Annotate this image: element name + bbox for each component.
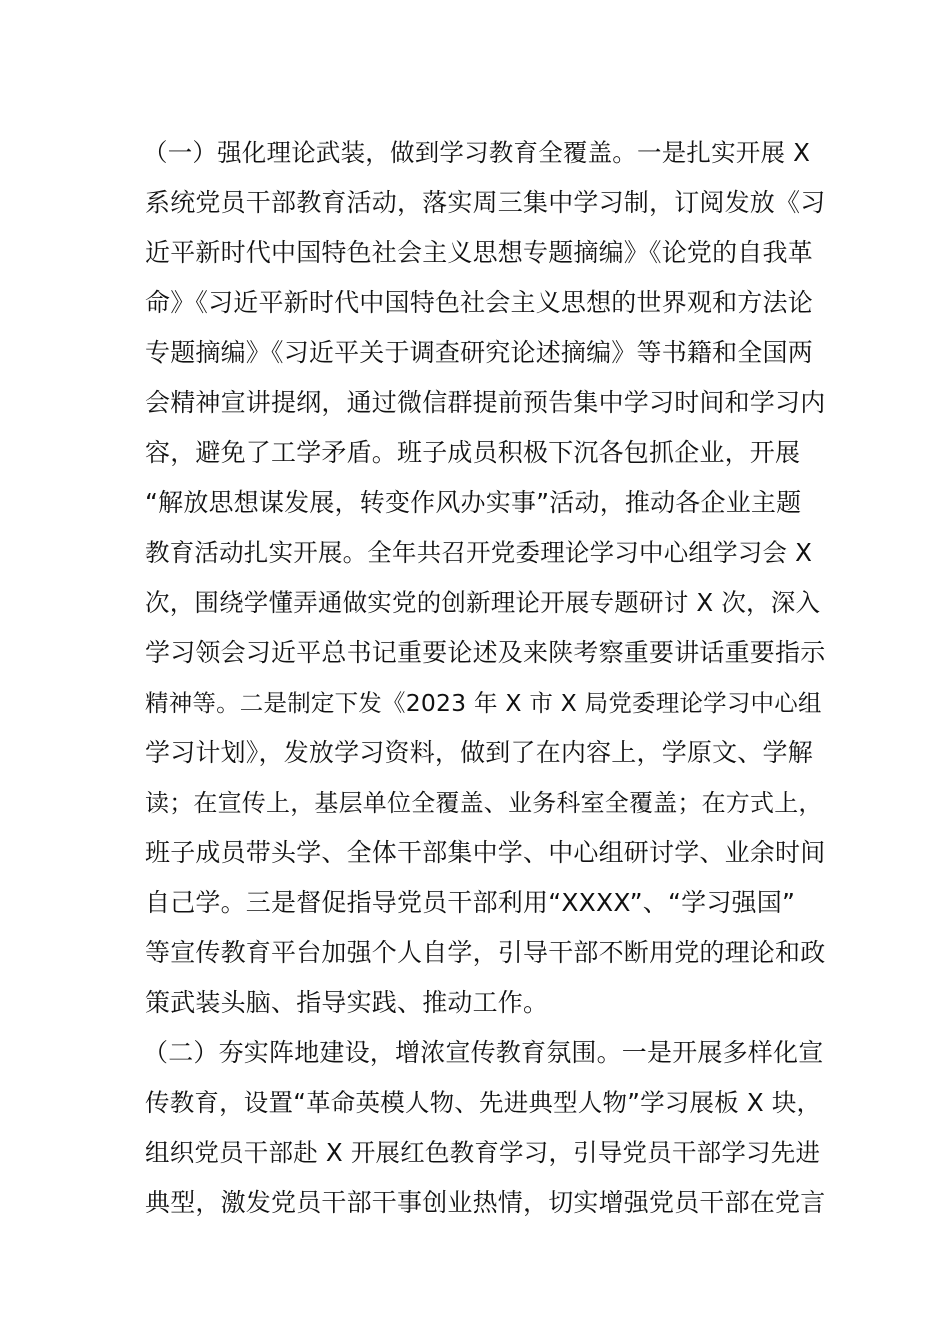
paragraph-1-line-6: 会精神宣讲提纲，通过微信群提前预告集中学习时间和学习内 <box>145 388 826 417</box>
paragraph-1-line-2: 系统党员干部教育活动，落实周三集中学习制，订阅发放《习 <box>145 188 826 217</box>
paragraph-1-line-14: 读；在宣传上，基层单位全覆盖、业务科室全覆盖；在方式上， <box>145 789 823 817</box>
paragraph-1-line-10: 次，围绕学懂弄通做实党的创新理论开展专题研讨 X 次，深入 <box>145 588 821 617</box>
paragraph-1-line-4: 命》《习近平新时代中国特色社会主义思想的世界观和方法论 <box>145 288 813 317</box>
paragraph-1-line-16: 自己学。三是督促指导党员干部利用“XXXX”、“学习强国” <box>145 888 796 917</box>
paragraph-1-line-5: 专题摘编》《习近平关于调查研究论述摘编》等书籍和全国两 <box>145 338 813 367</box>
paragraph-1-line-11: 学习领会习近平总书记重要论述及来陕考察重要讲话重要指示 <box>145 638 826 667</box>
paragraph-1-line-1: （一）强化理论武装，做到学习教育全覆盖。一是扎实开展 X <box>143 138 811 167</box>
paragraph-1-line-12: 精神等。二是制定下发《2023 年 X 市 X 局党委理论学习中心组 <box>145 689 822 717</box>
paragraph-1-line-18: 策武装头脑、指导实践、推动工作。 <box>145 988 549 1017</box>
paragraph-2-line-3: 组织党员干部赴 X 开展红色教育学习，引导党员干部学习先进 <box>145 1138 821 1167</box>
paragraph-1-line-15: 班子成员带头学、全体干部集中学、中心组研讨学、业余时间 <box>145 838 826 867</box>
paragraph-1-line-8: “解放思想谋发展，转变作风办实事”活动，推动各企业主题 <box>145 488 802 517</box>
paragraph-1-line-7: 容，避免了工学矛盾。班子成员积极下沉各包抓企业，开展 <box>145 438 801 467</box>
paragraph-2-line-4: 典型，激发党员干部干事创业热情，切实增强党员干部在党言 <box>145 1188 826 1217</box>
paragraph-1-line-9: 教育活动扎实开展。全年共召开党委理论学习中心组学习会 X <box>145 538 813 567</box>
paragraph-1-line-3: 近平新时代中国特色社会主义思想专题摘编》《论党的自我革 <box>145 238 813 267</box>
paragraph-1-line-13: 学习计划》，发放学习资料，做到了在内容上，学原文、学解 <box>145 738 813 767</box>
paragraph-1-line-17: 等宣传教育平台加强个人自学，引导干部不断用党的理论和政 <box>145 938 826 967</box>
paragraph-2-line-2: 传教育，设置“革命英模人物、先进典型人物”学习展板 X 块， <box>145 1088 822 1117</box>
paragraph-2-line-1: （二）夯实阵地建设，增浓宣传教育氛围。一是开展多样化宣 <box>143 1038 824 1067</box>
